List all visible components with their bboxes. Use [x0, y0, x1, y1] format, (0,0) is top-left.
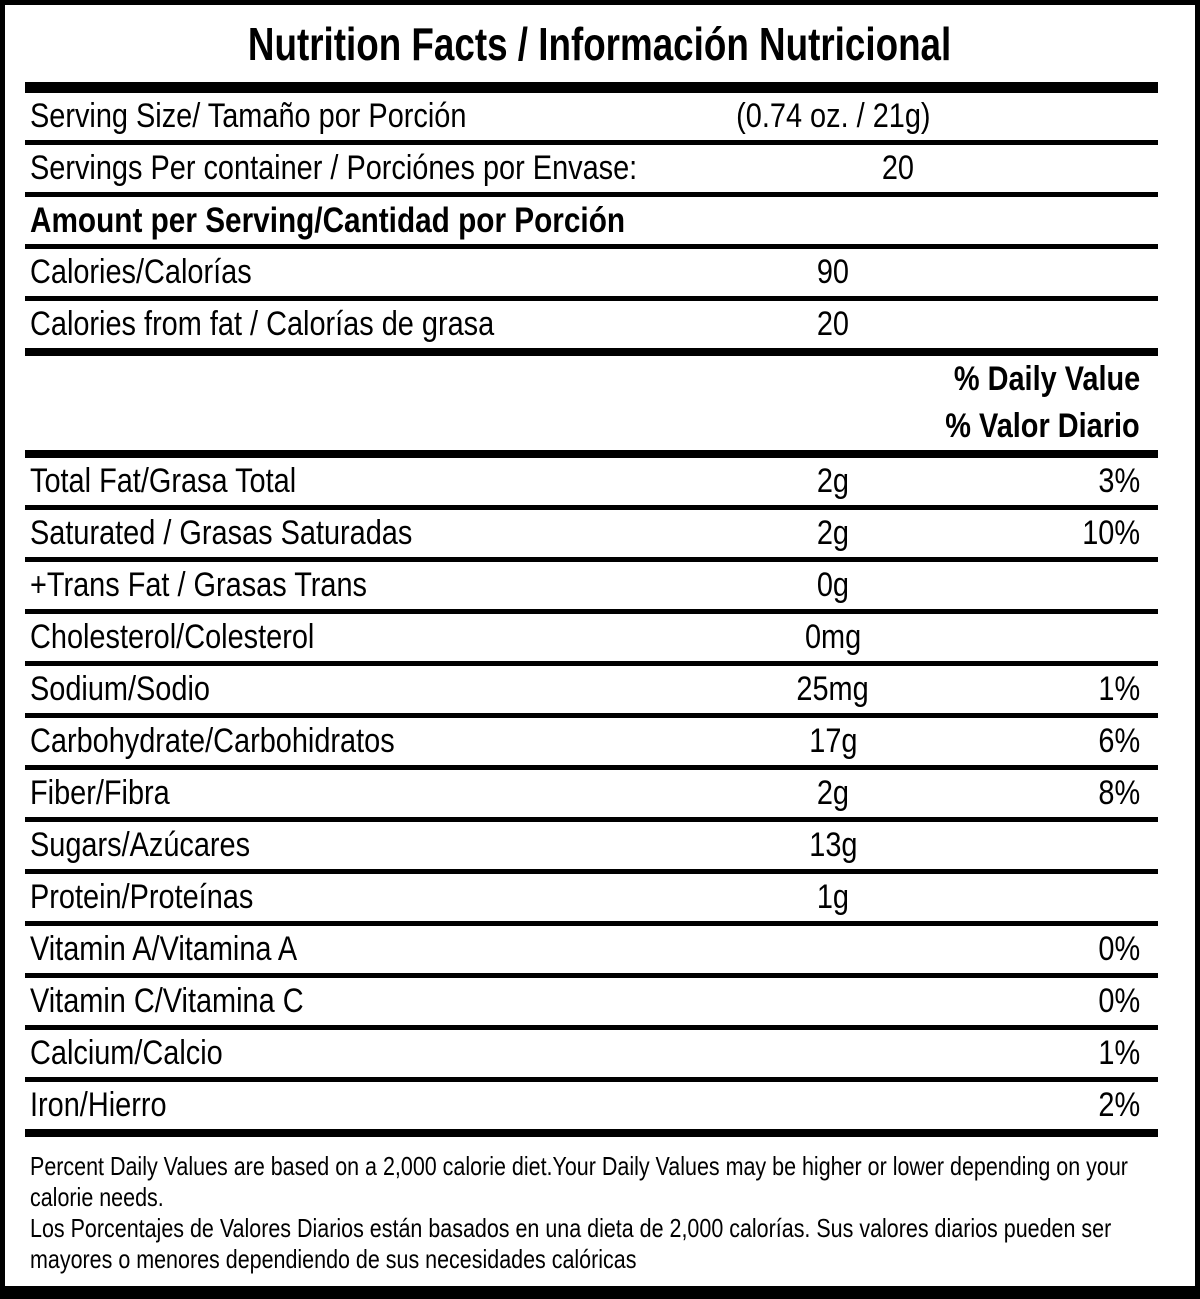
nutrient-amount: 2g: [816, 514, 850, 552]
nutrient-label: Iron/Hierro: [30, 1086, 167, 1124]
nutrient-amount: 25mg: [796, 670, 870, 708]
row-calcium: [25, 1030, 1158, 1082]
row-serving-size: [25, 93, 1158, 145]
label-title-text: Nutrition Facts / Información Nutricional: [248, 17, 952, 70]
nutrient-amount: 20: [816, 305, 850, 343]
row-fiber: [25, 770, 1158, 822]
nutrient-dv: 1%: [1098, 670, 1140, 708]
nutrient-dv: [1028, 253, 1158, 292]
nutrient-dv: [1028, 826, 1158, 865]
title-divider-bar: [25, 82, 1158, 93]
nutrient-amount: 2g: [816, 462, 850, 500]
nutrient-label: Saturated / Grasas Saturadas: [30, 514, 413, 552]
nutrient-amount: 13g: [808, 826, 858, 864]
nutrient-dv: 1%: [1098, 1034, 1140, 1072]
footnote-spanish: Los Porcentajes de Valores Diarios están basados en una dieta de 2,000 calorías. Sus valores diarios pueden ser mayores o menores dependiendo de sus necesidades calóricas: [30, 1213, 1112, 1274]
nutrient-label: Protein/Proteínas: [30, 878, 254, 916]
row-vitamin-c: [25, 978, 1158, 1030]
nutrient-amount: 2g: [816, 774, 850, 812]
nutrient-dv: 0%: [1098, 982, 1140, 1020]
nutrient-label: Calories/Calorías: [30, 253, 252, 291]
nutrient-amount: [638, 930, 1028, 969]
row-daily-value-es: [25, 403, 1158, 458]
nutrient-label: Vitamin C/Vitamina C: [30, 982, 304, 1020]
daily-value-header-es: % Valor Diario: [945, 407, 1140, 445]
nutrient-dv: 10%: [1082, 514, 1140, 552]
nutrient-label: Serving Size/ Tamaño por Porción: [30, 97, 467, 135]
nutrient-label: Carbohydrate/Carbohidratos: [30, 722, 395, 760]
row-sodium: [25, 666, 1158, 718]
row-cholesterol: [25, 614, 1158, 666]
nutrient-dv: 3%: [1098, 462, 1140, 500]
nutrient-amount: 17g: [808, 722, 858, 760]
nutrient-dv: 8%: [1098, 774, 1140, 812]
nutrient-dv: 2%: [1098, 1086, 1140, 1124]
nutrient-label: Fiber/Fibra: [30, 774, 170, 812]
nutrient-dv: 6%: [1098, 722, 1140, 760]
nutrient-amount: 90: [816, 253, 850, 291]
row-servings-per-container: [25, 145, 1158, 197]
nutrient-amount: 1g: [816, 878, 850, 916]
row-saturated-fat: [25, 510, 1158, 562]
nutrient-label: Cholesterol/Colesterol: [30, 618, 315, 656]
row-iron: [25, 1082, 1158, 1137]
nutrient-label: Sugars/Azúcares: [30, 826, 251, 864]
row-calories: [25, 249, 1158, 301]
row-total-fat: [25, 458, 1158, 510]
nutrient-label: Calories from fat / Calorías de grasa: [30, 305, 495, 343]
row-carbohydrate: [25, 718, 1158, 770]
row-calories-from-fat: [25, 301, 1158, 356]
row-amount-per-serving-heading: [25, 197, 1158, 249]
nutrient-dv: 0%: [1098, 930, 1140, 968]
footnotes: [25, 1137, 1158, 1275]
row-vitamin-a: [25, 926, 1158, 978]
nutrient-dv: [1028, 97, 1158, 136]
row-trans-fat: [25, 562, 1158, 614]
nutrient-dv: [1028, 878, 1158, 917]
nutrient-label: Total Fat/Grasa Total: [30, 462, 297, 500]
nutrient-amount: 20: [881, 149, 915, 187]
nutrient-label: Servings Per container / Porciónes por Envase:: [30, 149, 638, 187]
nutrient-dv: [1028, 566, 1158, 605]
nutrient-amount: [638, 1034, 1028, 1073]
daily-value-header-en: % Daily Value: [953, 360, 1140, 398]
nutrient-label: Sodium/Sodio: [30, 670, 210, 708]
label-title: [5, 5, 1195, 82]
nutrient-label: Vitamin A/Vitamina A: [30, 930, 298, 968]
nutrient-dv: [1052, 149, 1158, 188]
section-heading: Amount per Serving/Cantidad por Porción: [30, 200, 626, 240]
nutrient-amount: [638, 982, 1028, 1021]
footnote-english: Percent Daily Values are based on a 2,000 calorie diet.Your Daily Values may be higher or lower depending on your calorie needs.: [30, 1151, 1128, 1212]
nutrient-dv: [1028, 618, 1158, 657]
nutrient-amount: (0.74 oz. / 21g): [735, 97, 931, 135]
row-daily-value-en: [25, 356, 1158, 403]
row-protein: [25, 874, 1158, 926]
nutrient-dv: [1028, 305, 1158, 344]
nutrient-label: +Trans Fat / Grasas Trans: [30, 566, 368, 604]
nutrient-label: Calcium/Calcio: [30, 1034, 223, 1072]
row-sugars: [25, 822, 1158, 874]
nutrition-table: [25, 93, 1158, 1137]
nutrient-amount: [638, 1086, 1028, 1125]
nutrient-amount: 0mg: [804, 618, 862, 656]
nutrient-amount: 0g: [816, 566, 850, 604]
